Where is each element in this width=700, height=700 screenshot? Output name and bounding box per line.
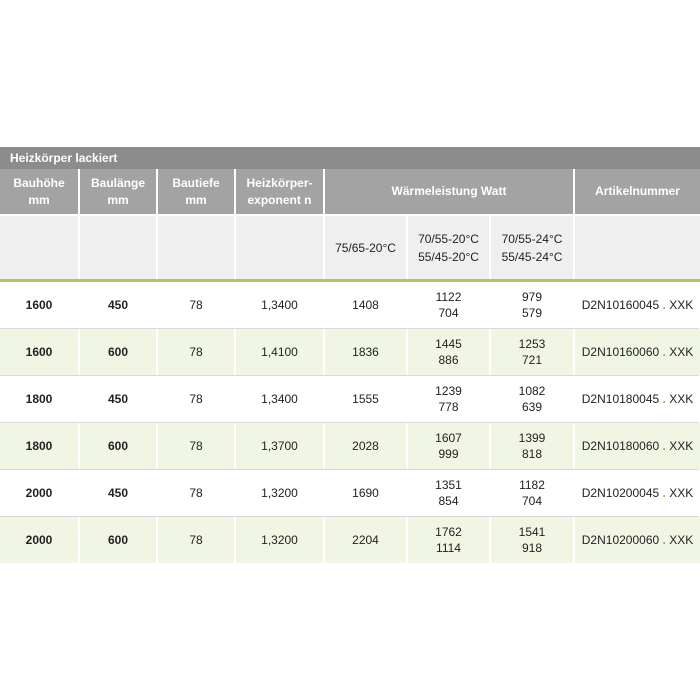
cell-waerme-24: 979 579 (490, 282, 574, 328)
subheader-70-55-20: 70/55-20°C 55/45-20°C (407, 215, 490, 279)
cell-waerme-75-65: 1690 (324, 470, 407, 516)
cell-artikelnummer (574, 329, 700, 375)
separator-dot: . (662, 486, 666, 500)
article-suffix: XXK (669, 298, 694, 312)
separator-dot: . (662, 345, 666, 359)
table-row (0, 423, 700, 469)
article-number: D2N10200060 (581, 533, 660, 547)
article-number: D2N10160045 (581, 298, 660, 312)
cell-waerme-24: 1541 918 (490, 517, 574, 563)
header-waermeleistung: Wärmeleistung Watt (324, 169, 574, 215)
header-baulaenge: Baulänge mm (79, 169, 157, 215)
cell-bauhoehe: 1600 (0, 282, 79, 328)
cell-artikelnummer (574, 423, 700, 469)
cell-exponent: 1,3200 (235, 470, 324, 516)
cell-bautiefe: 78 (157, 517, 235, 563)
cell-artikelnummer (574, 282, 700, 328)
table-title: Heizkörper lackiert (0, 147, 700, 169)
cell-bautiefe: 78 (157, 282, 235, 328)
cell-waerme-24: 1082 639 (490, 376, 574, 422)
cell-waerme-75-65: 1555 (324, 376, 407, 422)
header-bauhoehe: Bauhöhe mm (0, 169, 79, 215)
cell-baulaenge: 450 (79, 376, 157, 422)
table-row (0, 470, 700, 516)
cell-waerme-20: 1122 704 (407, 282, 490, 328)
table-row (0, 376, 700, 422)
article-number: D2N10160060 (581, 345, 660, 359)
cell-bauhoehe: 2000 (0, 470, 79, 516)
cell-waerme-20: 1607 999 (407, 423, 490, 469)
cell-waerme-20: 1351 854 (407, 470, 490, 516)
product-table (0, 169, 700, 563)
cell-bauhoehe: 2000 (0, 517, 79, 563)
cell-exponent: 1,3400 (235, 282, 324, 328)
subheader-75-65: 75/65-20°C (324, 215, 407, 279)
separator-dot: . (662, 533, 666, 547)
cell-waerme-20: 1239 778 (407, 376, 490, 422)
cell-bauhoehe: 1600 (0, 329, 79, 375)
header-exponent: Heizkörper- exponent n (235, 169, 324, 215)
article-suffix: XXK (669, 486, 694, 500)
subheader-empty (574, 215, 700, 279)
article-number: D2N10180045 (581, 392, 660, 406)
header-row (0, 169, 700, 215)
table-row (0, 329, 700, 375)
header-bautiefe: Bautiefe mm (157, 169, 235, 215)
cell-bautiefe: 78 (157, 329, 235, 375)
cell-exponent: 1,3400 (235, 376, 324, 422)
cell-waerme-75-65: 2028 (324, 423, 407, 469)
cell-waerme-75-65: 1836 (324, 329, 407, 375)
cell-bautiefe: 78 (157, 470, 235, 516)
cell-exponent: 1,3700 (235, 423, 324, 469)
cell-baulaenge: 450 (79, 282, 157, 328)
cell-exponent: 1,4100 (235, 329, 324, 375)
cell-baulaenge: 600 (79, 517, 157, 563)
cell-waerme-75-65: 2204 (324, 517, 407, 563)
article-suffix: XXK (669, 533, 694, 547)
cell-exponent: 1,3200 (235, 517, 324, 563)
subheader-empty (157, 215, 235, 279)
article-number: D2N10200045 (581, 486, 660, 500)
article-number: D2N10180060 (581, 439, 660, 453)
table-row (0, 282, 700, 328)
cell-waerme-20: 1445 886 (407, 329, 490, 375)
cell-baulaenge: 600 (79, 329, 157, 375)
article-suffix: XXK (669, 392, 694, 406)
cell-waerme-24: 1399 818 (490, 423, 574, 469)
separator-dot: . (662, 298, 666, 312)
subheader-empty (0, 215, 79, 279)
product-table-panel (0, 147, 700, 563)
separator-dot: . (662, 392, 666, 406)
subheader-empty (79, 215, 157, 279)
header-artikelnummer: Artikelnummer (574, 169, 700, 215)
cell-bauhoehe: 1800 (0, 376, 79, 422)
cell-baulaenge: 600 (79, 423, 157, 469)
table-row (0, 517, 700, 563)
article-suffix: XXK (669, 439, 694, 453)
cell-artikelnummer (574, 470, 700, 516)
cell-bauhoehe: 1800 (0, 423, 79, 469)
cell-baulaenge: 450 (79, 470, 157, 516)
separator-dot: . (662, 439, 666, 453)
subheader-empty (235, 215, 324, 279)
cell-artikelnummer (574, 517, 700, 563)
cell-waerme-75-65: 1408 (324, 282, 407, 328)
cell-waerme-24: 1253 721 (490, 329, 574, 375)
cell-bautiefe: 78 (157, 423, 235, 469)
cell-waerme-20: 1762 1114 (407, 517, 490, 563)
subheader-row (0, 215, 700, 279)
subheader-70-55-24: 70/55-24°C 55/45-24°C (490, 215, 574, 279)
table-body (0, 282, 700, 563)
cell-waerme-24: 1182 704 (490, 470, 574, 516)
article-suffix: XXK (669, 345, 694, 359)
cell-artikelnummer (574, 376, 700, 422)
cell-bautiefe: 78 (157, 376, 235, 422)
